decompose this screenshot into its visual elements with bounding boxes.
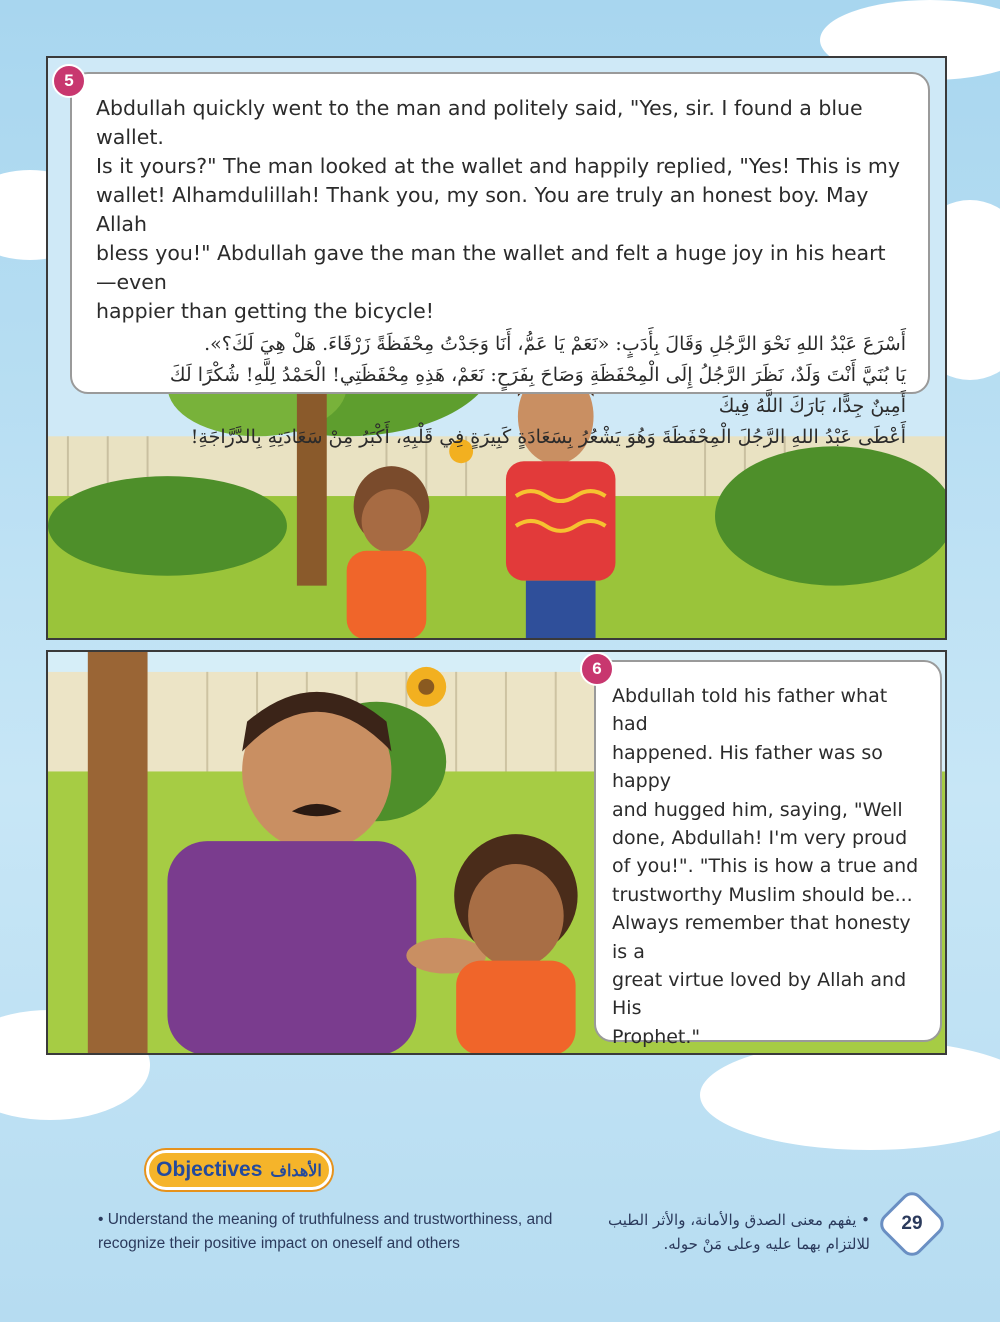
text-line: أَعْطَى عَبْدُ اللهِ الرَّجُلَ الْمِحْفَظَةَ وَهُوَ يَشْعُرُ بِسَعَادَةٍ كَبِيرَةٍ فِي قَلْبِهِ، أَكْبَرُ مِنْ سَعَادَتِهِ بِالدَّرَّاجَةِ! xyxy=(190,426,906,448)
text-line: bless you!" Abdullah gave the man the wallet and felt a huge joy in his heart—even xyxy=(96,241,886,294)
text-line: trustworthy Muslim should be... xyxy=(612,883,913,906)
text-line: Abdullah quickly went to the man and politely said, "Yes, sir. I found a blue wallet. xyxy=(96,96,863,149)
arabic-text xyxy=(96,329,906,453)
text-line: Is it yours?" The man looked at the wallet and happily replied, "Yes! This is my xyxy=(96,154,901,178)
story-panel-6 xyxy=(46,650,947,1055)
story-panel-5 xyxy=(46,56,947,640)
text-line: great virtue loved by Allah and His xyxy=(612,969,907,1020)
objectives-label: Objectives xyxy=(156,1158,263,1181)
panel-number-badge: 5 xyxy=(52,64,86,98)
text-line: Always remember that honesty is a xyxy=(612,912,911,963)
text-line: happened. His father was so happy xyxy=(612,741,883,793)
text-line: أَسْرَعَ عَبْدُ اللهِ نَحْوَ الرَّجُلِ وَقَالَ بِأَدَبٍ: «نَعَمْ يَا عَمُّ، أَنَا وَجَدْتُ مِحْفَظَةً زَرْقَاءَ. هَلْ هِيَ لَكَ؟». xyxy=(204,333,906,355)
english-text xyxy=(612,682,926,1051)
english-text xyxy=(96,94,906,326)
text-line: wallet! Alhamdulillah! Thank you, my son. You are truly an honest boy. May Allah xyxy=(96,183,869,236)
page-number: 29 xyxy=(901,1213,923,1234)
caption-box-6 xyxy=(594,660,942,1048)
text-line: happier than getting the bicycle! xyxy=(96,299,434,323)
objectives-badge xyxy=(146,1150,332,1190)
text-line: done, Abdullah! I'm very proud xyxy=(612,827,908,850)
text-line: and hugged him, saying, "Well xyxy=(612,798,903,821)
objective-text-arabic: • يفهم معنى الصدق والأمانة، والأثر الطيب للالتزام بهما عليه وعلى مَنْ حوله. xyxy=(607,1211,870,1253)
caption-box-5 xyxy=(70,72,930,448)
text-line: أَمِينٌ جِدًّا، بَارَكَ اللَّهُ فِيكَ xyxy=(718,395,906,417)
panel-number-badge: 6 xyxy=(580,652,614,686)
text-line: Prophet." xyxy=(612,1025,701,1048)
text-line: يَا بُنَيَّ أَنْتَ وَلَدٌ، نَظَرَ الرَّجُلُ إِلَى الْمِحْفَظَةِ وَصَاحَ بِفَرَحٍ: نَعَمْ، هَذِهِ مِحْفَظَتِي! الْحَمْدُ لِلَّهِ! شُكْرًا لَكَ xyxy=(169,364,906,386)
text-line: of you!". "This is how a true and xyxy=(612,855,919,878)
objectives-label-arabic: الأهداف xyxy=(270,1160,322,1180)
objective-text: • Understand the meaning of truthfulness and trustworthiness, and recognize their positive impact on oneself and others xyxy=(98,1211,553,1252)
text-line: Abdullah told his father what had xyxy=(612,685,888,736)
